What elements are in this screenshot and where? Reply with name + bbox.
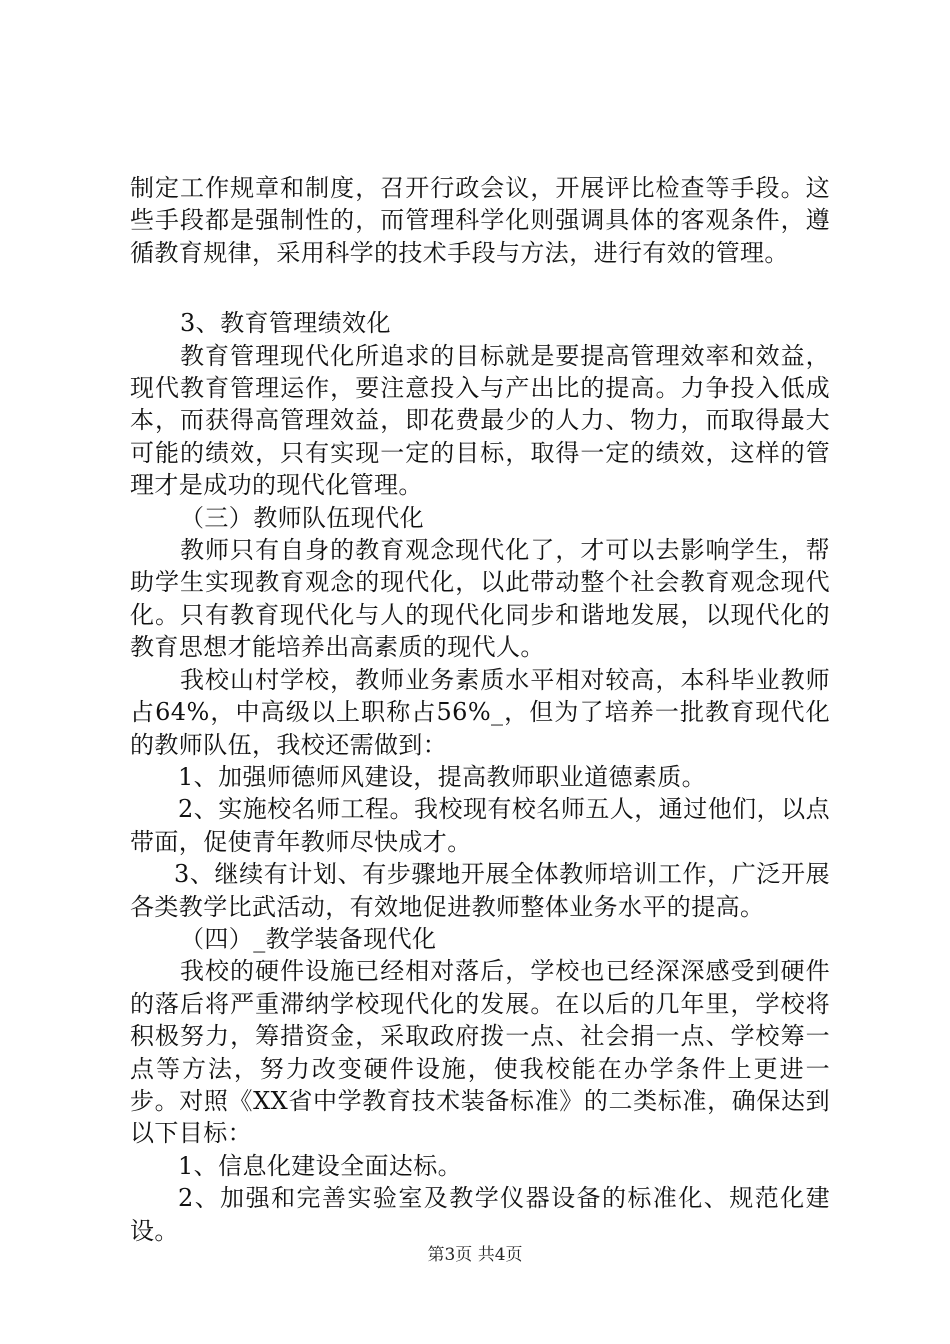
- section-heading-performance: 3、教育管理绩效化: [180, 309, 391, 338]
- paragraph-teacher-concepts: 教师只有自身的教育观念现代化了，才可以去影响学生，帮助学生实现教育观念的现代化，以此带动整个社会教育观念现代化。只有教育现代化与人的现代化同步和谐地发展，以现代化的教育思想才能培养出高素质的现代人。: [130, 536, 830, 662]
- section-heading-equipment: （四）_教学装备现代化: [180, 924, 437, 953]
- list-item-famous-teachers: 2、实施校名师工程。我校现有校名师五人，通过他们，以点带面，促使青年教师尽快成才。: [130, 795, 830, 856]
- paragraph-gap: [130, 269, 830, 307]
- list-item-informatization: 1、信息化建设全面达标。: [178, 1151, 463, 1180]
- paragraph-performance: 教育管理现代化所追求的目标就是要提高管理效率和效益，现代教育管理运作，要注意投入与产出比的提高。力争投入低成本，而获得高管理效益，即花费最少的人力、物力，而取得最大可能的绩效，只有实现一定的目标，取得一定的绩效，这样的管理才是成功的现代化管理。: [130, 341, 830, 500]
- list-item-laboratory: 2、加强和完善实验室及教学仪器设备的标准化、规范化建设。: [130, 1184, 830, 1245]
- paragraph-equipment: 我校的硬件设施已经相对落后，学校也已经深深感受到硬件的落后将严重滞纳学校现代化的发展。在以后的几年里，学校将积极努力，筹措资金，采取政府拨一点、社会捐一点、学校筹一点等方法，努力改变硬件设施，使我校能在办学条件上更进一步。对照《XX省中学教育技术装备标准》的二类标准，确保达到以下目标：: [130, 957, 830, 1148]
- paragraph-teacher-quality: 我校山村学校，教师业务素质水平相对较高，本科毕业教师占64%，中高级以上职称占56%_，但为了培养一批教育现代化的教师队伍，我校还需做到：: [130, 665, 830, 759]
- list-item-ethics: 1、加强师德师风建设，提高教师职业道德素质。: [178, 762, 707, 791]
- document-body: [130, 172, 830, 1247]
- section-heading-teachers: （三）教师队伍现代化: [180, 503, 424, 532]
- paragraph-continuation: 制定工作规章和制度，召开行政会议，开展评比检查等手段。这些手段都是强制性的，而管理科学化则强调具体的客观条件，遵循教育规律，采用科学的技术手段与方法，进行有效的管理。: [130, 174, 830, 267]
- page-footer: 第3页 共4页: [427, 1245, 523, 1265]
- list-item-training: 3、继续有计划、有步骤地开展全体教师培训工作，广泛开展各类教学比武活动，有效地促进教师整体业务水平的提高。: [130, 860, 830, 921]
